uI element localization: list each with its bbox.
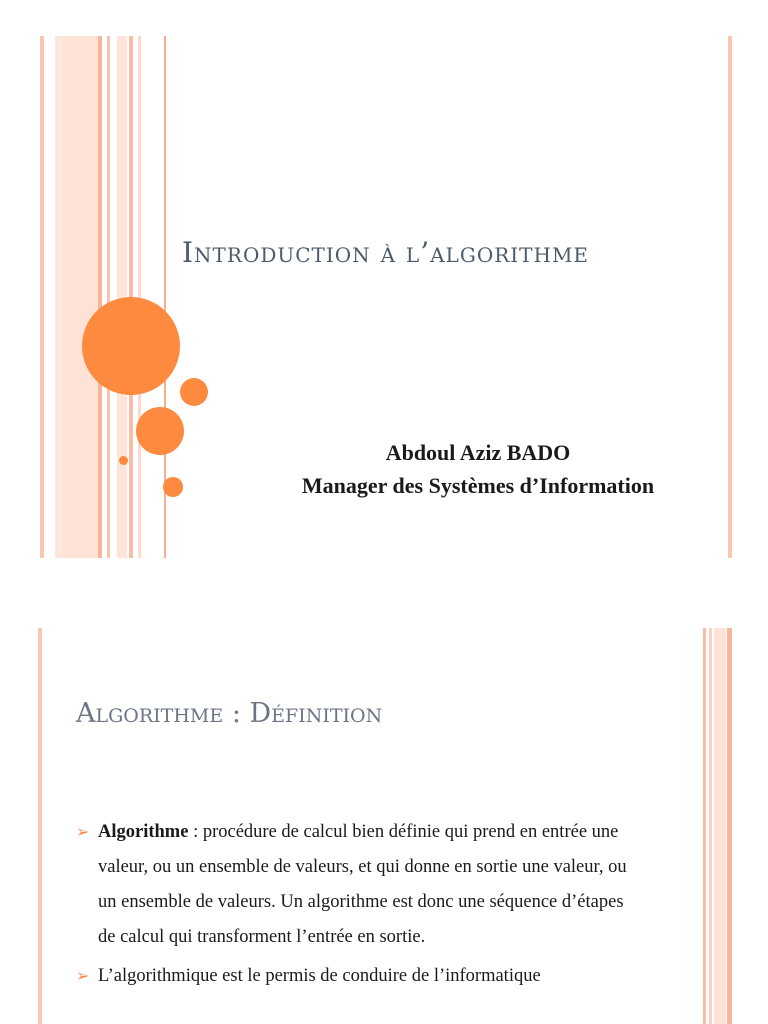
decor-stripe — [40, 36, 44, 558]
decor-stripe — [728, 36, 732, 558]
definition-text: : procédure de calcul bien définie qui prend en entrée une valeur, ou un ensemble de valeurs, et qui donne en sortie une valeur, ou un ensemble de valeurs. Un algorithme est donc une séquence d’étapes de calcul qui transforment l’entrée en sortie. — [98, 822, 627, 947]
arrow-bullet-icon: ➢ — [76, 824, 90, 841]
author-name: Abdoul Aziz BADO — [385, 440, 571, 465]
list-item — [76, 959, 642, 994]
decor-circle-large — [82, 297, 180, 395]
author-block — [250, 436, 706, 502]
decor-stripe — [98, 36, 102, 558]
term: Algorithme — [98, 822, 189, 842]
decor-circle — [163, 477, 183, 497]
list-item — [76, 815, 642, 955]
decor-stripe — [107, 36, 110, 558]
arrow-bullet-icon: ➢ — [76, 968, 90, 985]
decor-circle — [136, 407, 184, 455]
decor-stripe — [63, 36, 98, 558]
decor-stripe — [709, 628, 712, 1024]
decor-circle — [180, 378, 208, 406]
decor-stripe — [703, 628, 706, 1024]
slide-title-text: Introduction à l’algorithme — [182, 236, 590, 269]
decor-stripe — [55, 36, 63, 558]
section-title: Algorithme : Définition — [76, 698, 383, 729]
definition-list — [76, 815, 642, 998]
decor-stripe — [727, 628, 732, 1024]
decor-circle-small — [119, 456, 128, 465]
author-role: Manager des Systèmes d’Information — [301, 473, 655, 498]
decor-stripe — [38, 628, 42, 1024]
decor-stripe — [714, 628, 726, 1024]
bullet-text: L’algorithmique est le permis de conduire de l’informatique — [98, 966, 541, 986]
